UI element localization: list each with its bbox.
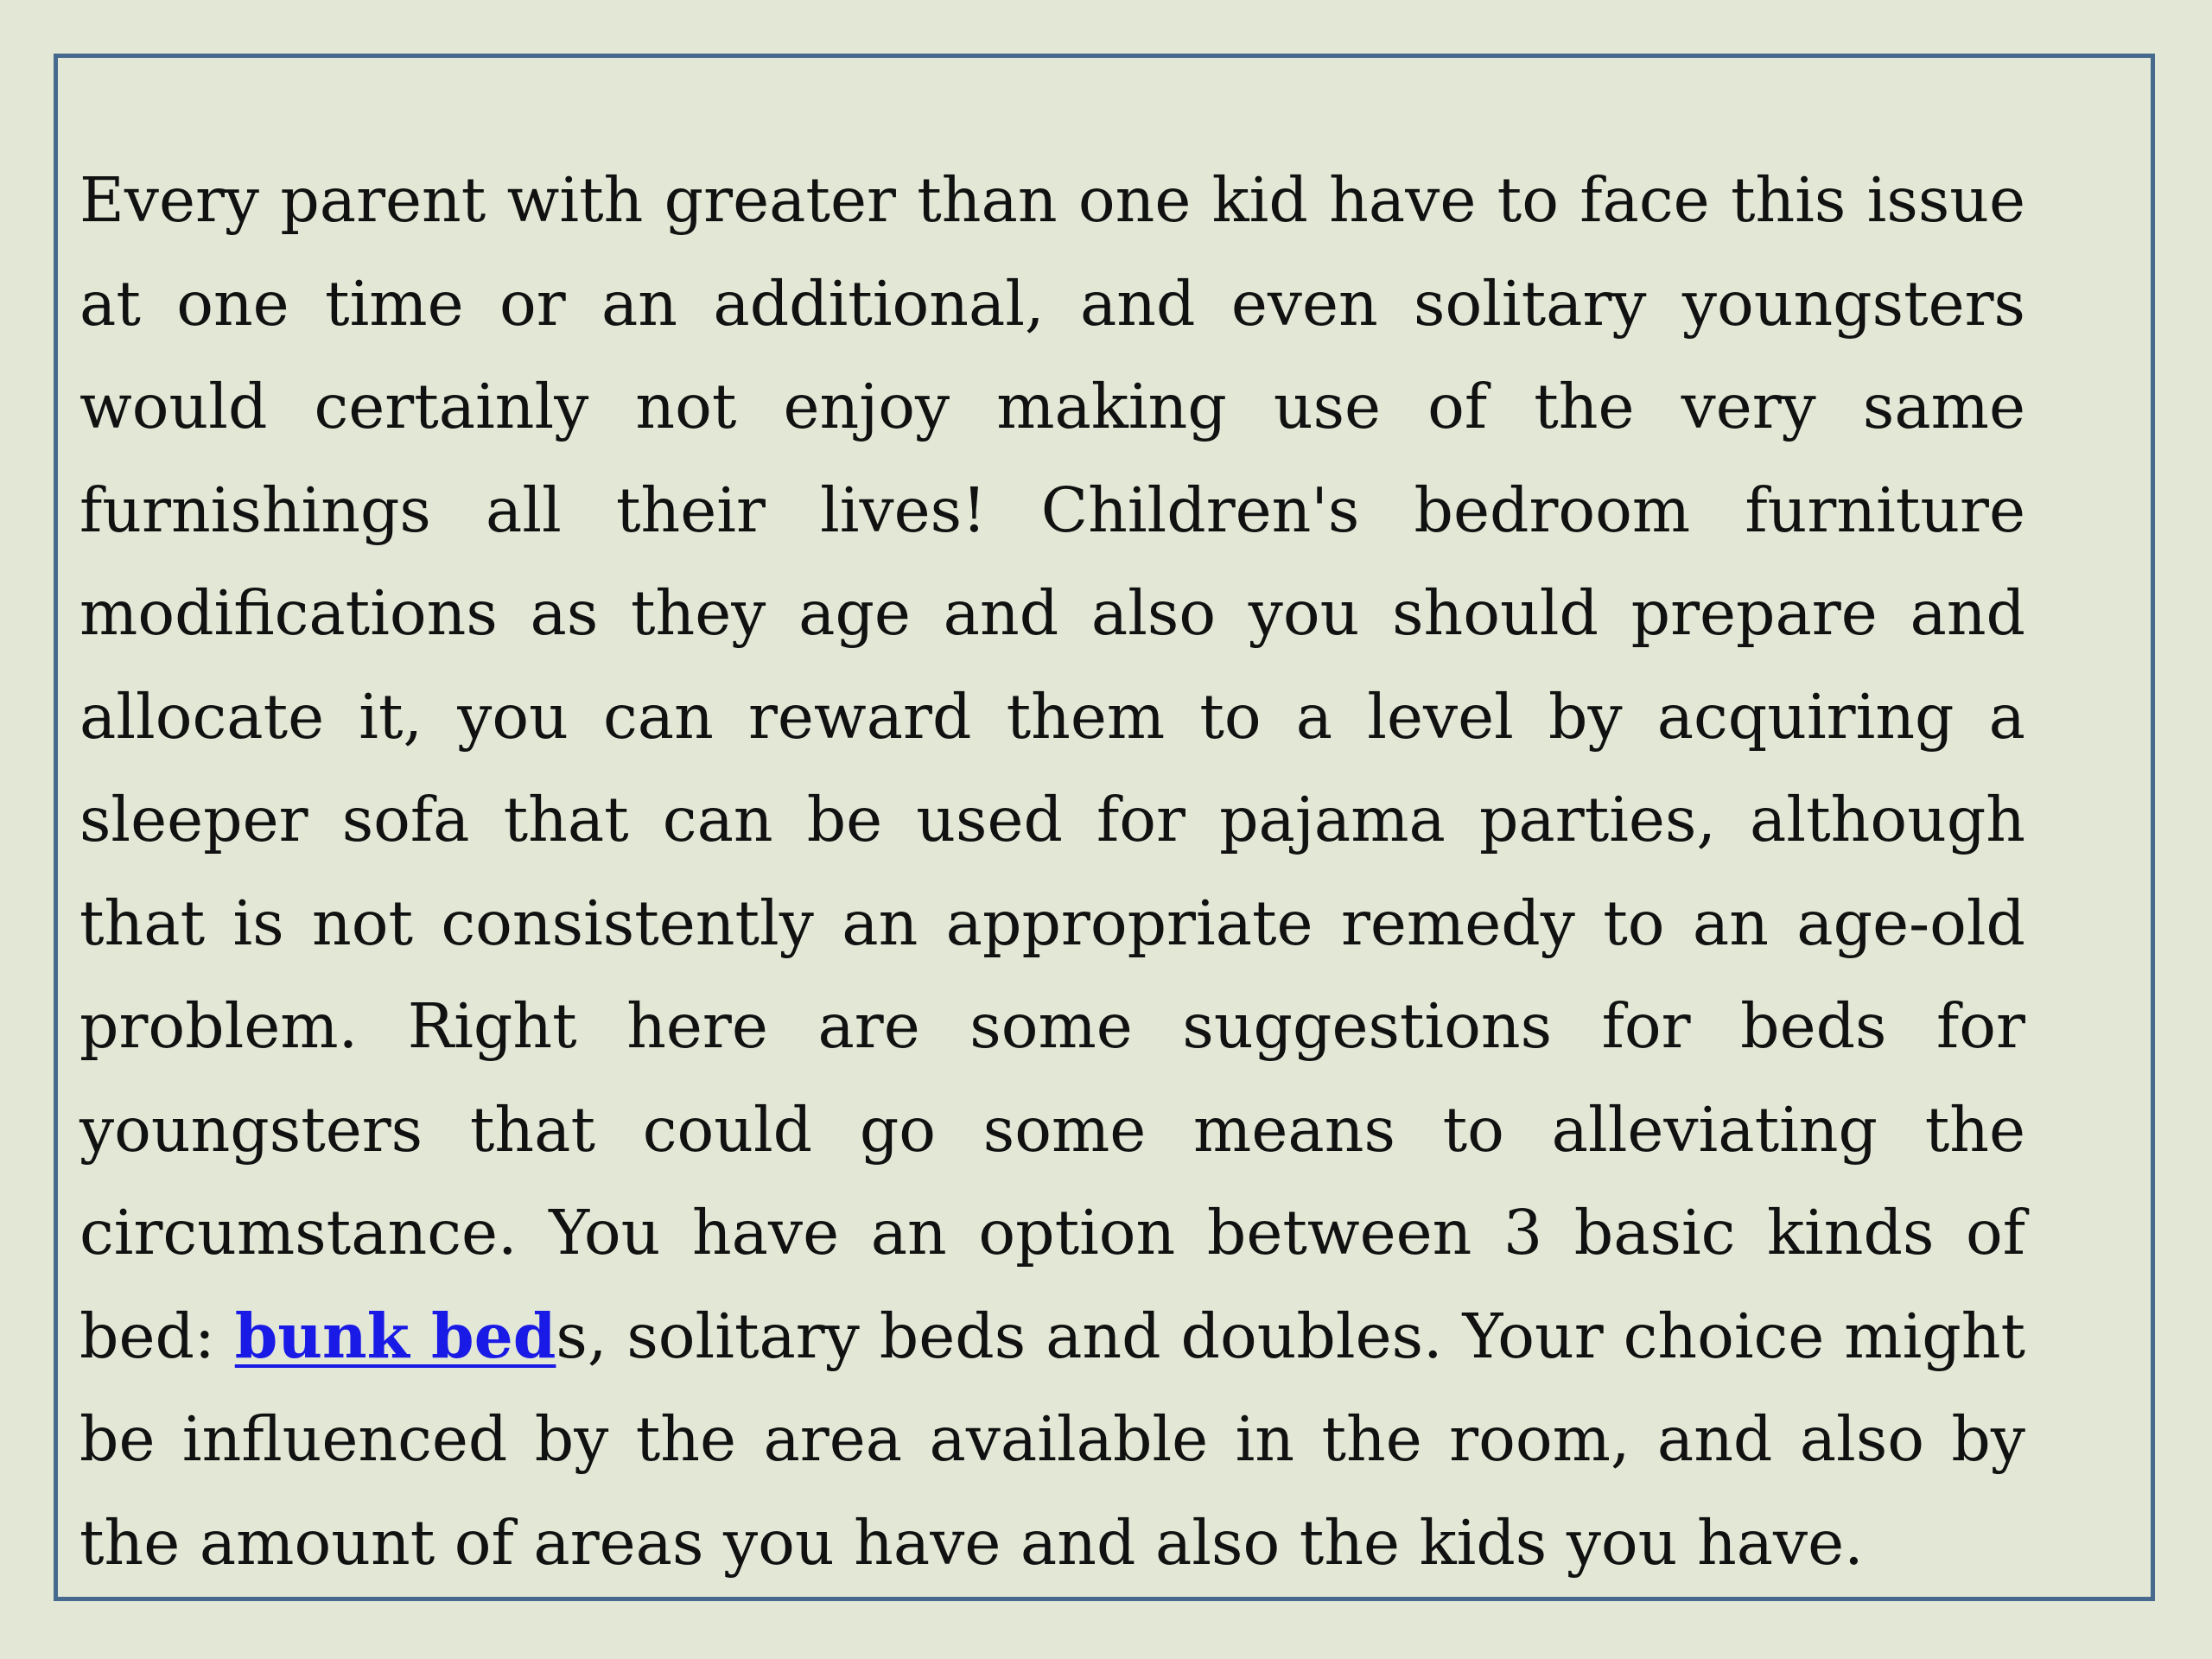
paragraph-text-end: s, solitary beds and doubles. Your choice might be influenced by the area available in the room, and also by the amount of areas you have and also the kids you have. <box>79 1300 2025 1579</box>
paragraph-text-start: Every parent with greater than one kid have to face this issue at one time or an additional, and even solitary youngsters would certainly not enjoy making use of the very same furnishings all their lives! Children's bedroom furniture modifications as they age and also you should prepare and allocate it, you can reward them to a level by acquiring a sleeper sofa that can be used for pajama parties, although that is not consistently an appropriate remedy to an age-old problem. Right here are some suggestions for beds for youngsters that could go some means to alleviating the circumstance. You have an option between 3 basic kinds of bed: <box>79 164 2025 1372</box>
body-paragraph <box>79 149 2025 1594</box>
bunk-bed-link[interactable]: bunk bed <box>234 1299 556 1372</box>
